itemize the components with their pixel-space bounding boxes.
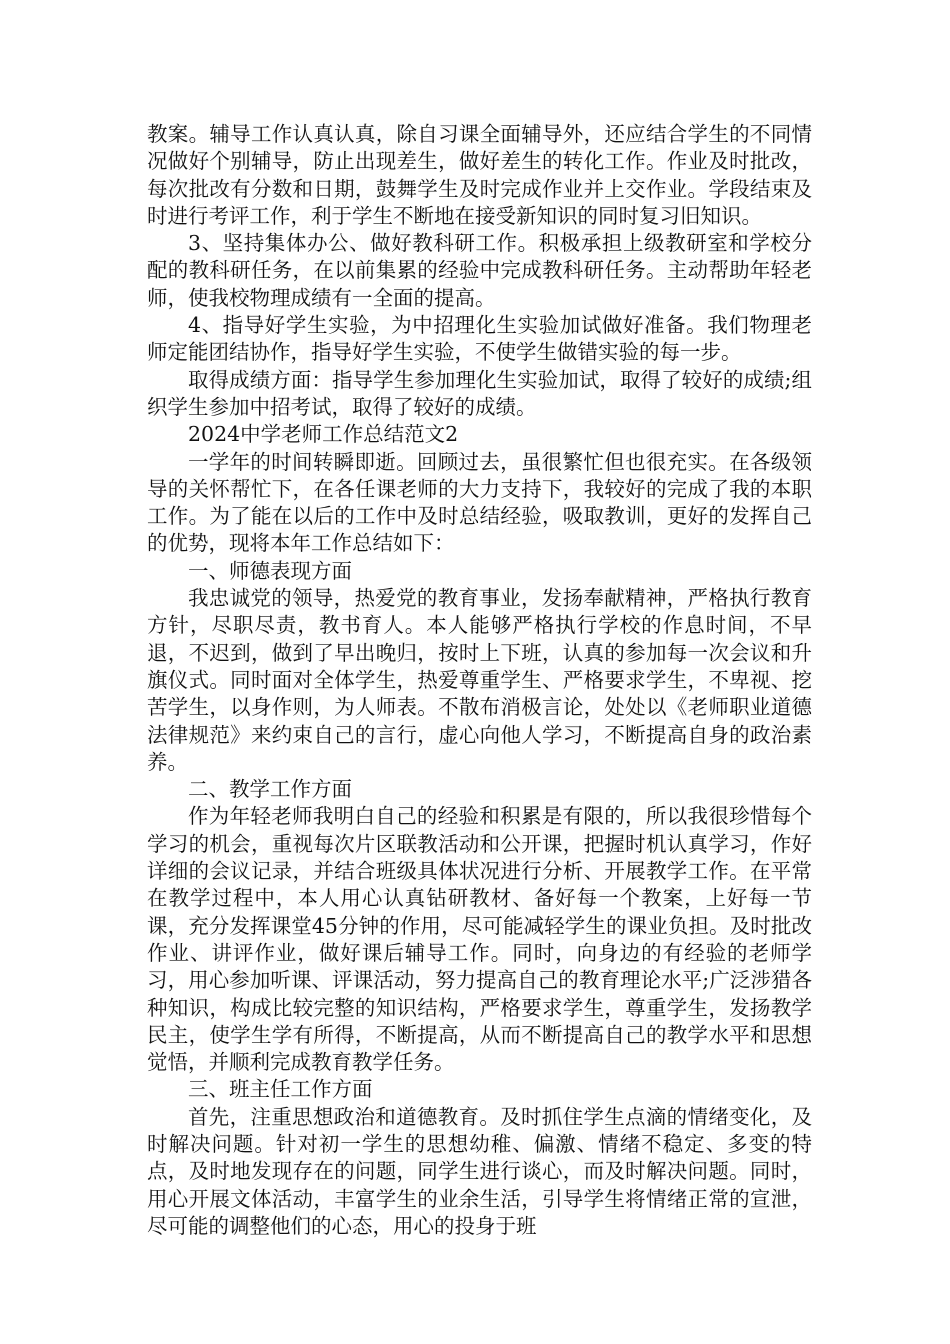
heading-teacher-ethics: 一、师德表现方面	[188, 558, 352, 583]
section-title-sample-2: 2024中学老师工作总结范文2	[188, 422, 459, 447]
paragraph-class-teacher-work: 首先，注重思想政治和道德教育。及时抓住学生点滴的情绪变化，及时解决问题。针对初一学生的思想幼稚、偏激、情绪不稳定、多变的特点，及时地发现存在的问题，同学生进行谈心，而及时解决问题。同时，用心开展文体活动，丰富学生的业余生活，引导学生将情绪正常的宣泄，尽可能的调整他们的心态，用心的投身于班	[147, 1104, 812, 1238]
paragraph-achievements: 取得成绩方面：指导学生参加理化生实验加试，取得了较好的成绩;组织学生参加中招考试，取得了较好的成绩。	[147, 367, 812, 419]
paragraph-item-4: 4、指导好学生实验，为中招理化生实验加试做好准备。我们物理老师定能团结协作，指导好学生实验，不使学生做错实验的每一步。	[147, 313, 812, 365]
paragraph-item-3: 3、坚持集体办公、做好教科研工作。积极承担上级教研室和学校分配的教科研任务，在以前集累的经验中完成教科研任务。主动帮助年轻老师，使我校物理成绩有一全面的提高。	[147, 231, 812, 310]
heading-class-teacher-work: 三、班主任工作方面	[188, 1077, 373, 1102]
paragraph-lesson-plan-continuation: 教案。辅导工作认真认真，除自习课全面辅导外，还应结合学生的不同情况做好个别辅导，防止出现差生，做好差生的转化工作。作业及时批改，每次批改有分数和日期，鼓舞学生及时完成作业并上交作业。学段结束及时进行考评工作，利于学生不断地在接受新知识的同时复习旧知识。	[147, 122, 812, 228]
paragraph-intro: 一学年的时间转瞬即逝。回顾过去，虽很繁忙但也很充实。在各级领导的关怀帮忙下，在各任课老师的大力支持下，我较好的完成了我的本职工作。为了能在以后的工作中及时总结经验，吸取教训，更好的发挥自己的优势，现将本年工作总结如下：	[147, 449, 812, 556]
paragraph-teacher-ethics: 我忠诚党的领导，热爱党的教育事业，发扬奉献精神，严格执行教育方针，尽职尽责，教书育人。本人能够严格执行学校的作息时间，不早退，不迟到，做到了早出晚归，按时上下班，认真的参加每一次会议和升旗仪式。同时面对全体学生，热爱尊重学生、严格要求学生，不卑视、挖苦学生，以身作则，为人师表。不散布消极言论，处处以《老师职业道德法律规范》来约束自己的言行，虚心向他人学习，不断提高自身的政治素养。	[147, 586, 812, 774]
paragraph-teaching-work: 作为年轻老师我明白自己的经验和积累是有限的，所以我很珍惜每个学习的机会，重视每次片区联教活动和公开课，把握时机认真学习，作好详细的会议记录，并结合班级具体状况进行分析、开展教学工作。在平常在教学过程中，本人用心认真钻研教材、备好每一个教案，上好每一节课，充分发挥课堂45分钟的作用，尽可能减轻学生的课业负担。及时批改作业、讲评作业，做好课后辅导工作。同时，向身边的有经验的老师学习，用心参加听课、评课活动，努力提高自己的教育理论水平;广泛涉猎各种知识，构成比较完整的知识结构，严格要求学生，尊重学生，发扬教学民主，使学生学有所得，不断提高，从而不断提高自己的教学水平和思想觉悟，并顺利完成教育教学任务。	[147, 804, 812, 1075]
heading-teaching-work: 二、教学工作方面	[188, 777, 352, 802]
document-page	[147, 121, 812, 1240]
